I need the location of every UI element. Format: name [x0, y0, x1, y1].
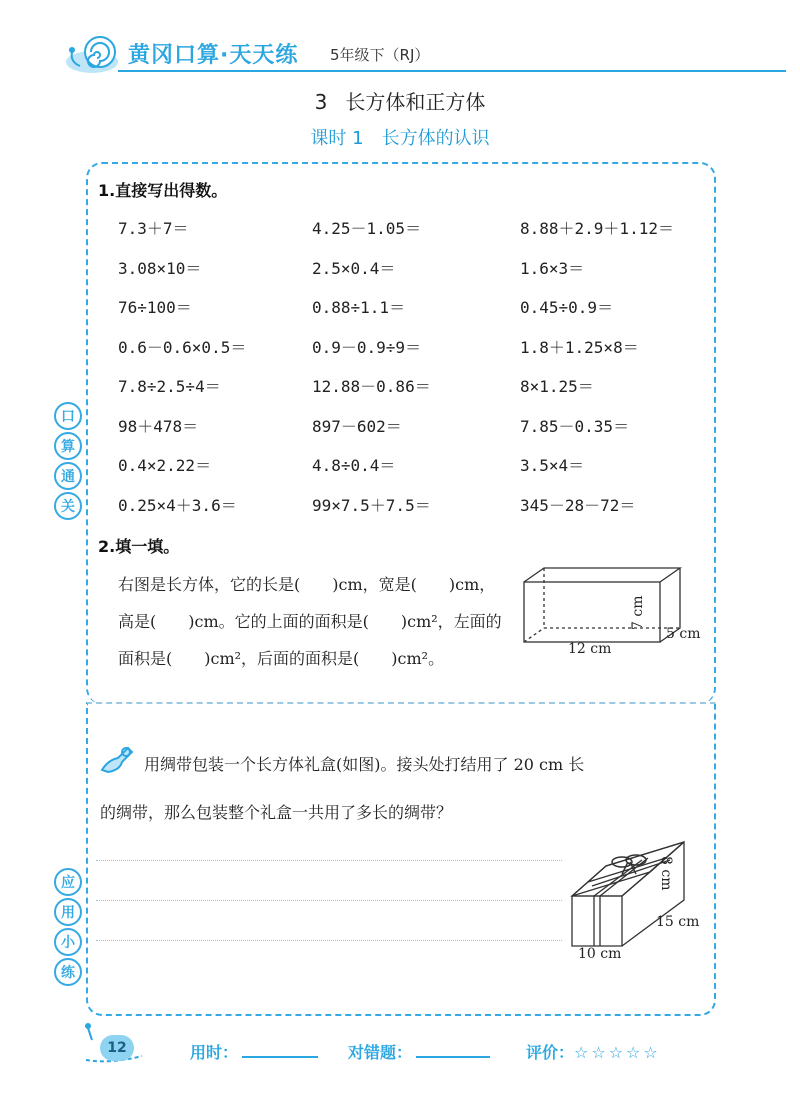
calc-problem[interactable]: 2.5×0.4＝	[312, 258, 396, 278]
calc-problem[interactable]: 76÷100＝	[118, 298, 192, 317]
section1-label: 1.直接写出得数。	[98, 181, 228, 200]
rating-stars[interactable]: ☆☆☆☆☆	[574, 1043, 661, 1062]
calc-problem[interactable]: 0.45÷0.9＝	[520, 298, 614, 317]
answer-line[interactable]	[96, 900, 562, 901]
calc-problem[interactable]: 4.25－1.05＝	[312, 219, 422, 238]
chapter-name: 长方体和正方体	[345, 90, 486, 114]
calc-problem[interactable]: 7.85－0.35＝	[520, 416, 630, 436]
calc-problem[interactable]: 8.88＋2.9＋1.12＝	[520, 219, 674, 238]
cuboid-width-label: 5 cm	[666, 626, 701, 642]
calc-problem[interactable]: 0.88÷1.1＝	[312, 298, 406, 317]
lesson-number: 课时 1	[310, 128, 364, 149]
chapter-number: 3	[314, 90, 328, 114]
answer-line[interactable]	[96, 940, 562, 941]
calc-problem[interactable]: 98＋478＝	[118, 416, 199, 436]
application-line-1: 用绸带包装一个长方体礼盒(如图)。接头处打结用了 20 cm 长	[144, 755, 585, 774]
side-badge: 口	[54, 402, 82, 430]
calc-problem[interactable]: 3.08×10＝	[118, 258, 202, 278]
fill-in-text: 右图是长方体，它的长是( )cm，宽是( )cm，高是( )cm。它的上面的面积是( )cm²，左面的面积是( )cm²，后面的面积是( )cm²。	[118, 575, 502, 668]
gift-height-label: 8 cm	[658, 856, 674, 891]
calc-problem[interactable]: 7.3＋7＝	[118, 219, 189, 238]
calc-problem[interactable]: 897－602＝	[312, 416, 402, 436]
side-badge: 用	[54, 898, 82, 926]
side-badge: 算	[54, 432, 82, 460]
header-rule	[118, 70, 786, 72]
calc-problem[interactable]: 7.8÷2.5÷4＝	[118, 377, 221, 396]
calc-problem[interactable]: 8×1.25＝	[520, 377, 594, 396]
chapter-title	[0, 86, 800, 115]
time-label: 用时：	[190, 1043, 239, 1062]
side-badge: 应	[54, 868, 82, 896]
correct-label: 对错题：	[348, 1043, 413, 1062]
answer-line[interactable]	[96, 860, 562, 861]
rating-field	[526, 1040, 661, 1063]
page-number: 12	[100, 1035, 134, 1061]
application-line-2: 的绸带，那么包装整个礼盒一共用了多长的绸带？	[100, 803, 453, 822]
side-badge: 关	[54, 492, 82, 520]
rating-label: 评价：	[526, 1043, 575, 1062]
side-badge: 练	[54, 958, 82, 986]
calc-problem[interactable]: 0.25×4＋3.6＝	[118, 495, 237, 515]
gift-length-label: 10 cm	[578, 946, 622, 962]
cuboid-height-label: 7 cm	[630, 595, 646, 630]
calc-problem[interactable]: 0.6－0.6×0.5＝	[118, 337, 247, 357]
calc-problem[interactable]: 4.8÷0.4＝	[312, 456, 396, 475]
side-badge: 小	[54, 928, 82, 956]
cuboid-figure	[516, 560, 716, 660]
calc-problem[interactable]: 12.88－0.86＝	[312, 377, 431, 396]
calc-problem[interactable]: 0.4×2.22＝	[118, 456, 212, 475]
correct-blank[interactable]	[416, 1042, 490, 1058]
calc-problem[interactable]: 345－28－72＝	[520, 495, 636, 515]
gift-box-figure	[566, 840, 696, 950]
calc-problem[interactable]: 0.9－0.9÷9＝	[312, 337, 422, 357]
grade-label: 5年级下（RJ）	[330, 46, 430, 64]
lesson-title	[0, 124, 800, 150]
calc-problem[interactable]: 3.5×4＝	[520, 456, 585, 475]
lesson-name: 长方体的认识	[381, 128, 490, 149]
time-blank[interactable]	[242, 1042, 318, 1058]
gift-width-label: 15 cm	[656, 914, 700, 930]
time-field[interactable]	[190, 1040, 318, 1063]
side-badge: 通	[54, 462, 82, 490]
calc-problem[interactable]: 1.8＋1.25×8＝	[520, 337, 639, 357]
calc-problem[interactable]: 99×7.5＋7.5＝	[312, 495, 431, 515]
pencil-hand-icon	[98, 742, 138, 776]
brand-title: 黄冈口算·天天练	[128, 43, 299, 68]
calc-problem[interactable]: 1.6×3＝	[520, 258, 585, 278]
correct-field[interactable]	[348, 1040, 490, 1063]
cuboid-length-label: 12 cm	[568, 641, 612, 657]
section2-label: 2.填一填。	[98, 537, 180, 556]
